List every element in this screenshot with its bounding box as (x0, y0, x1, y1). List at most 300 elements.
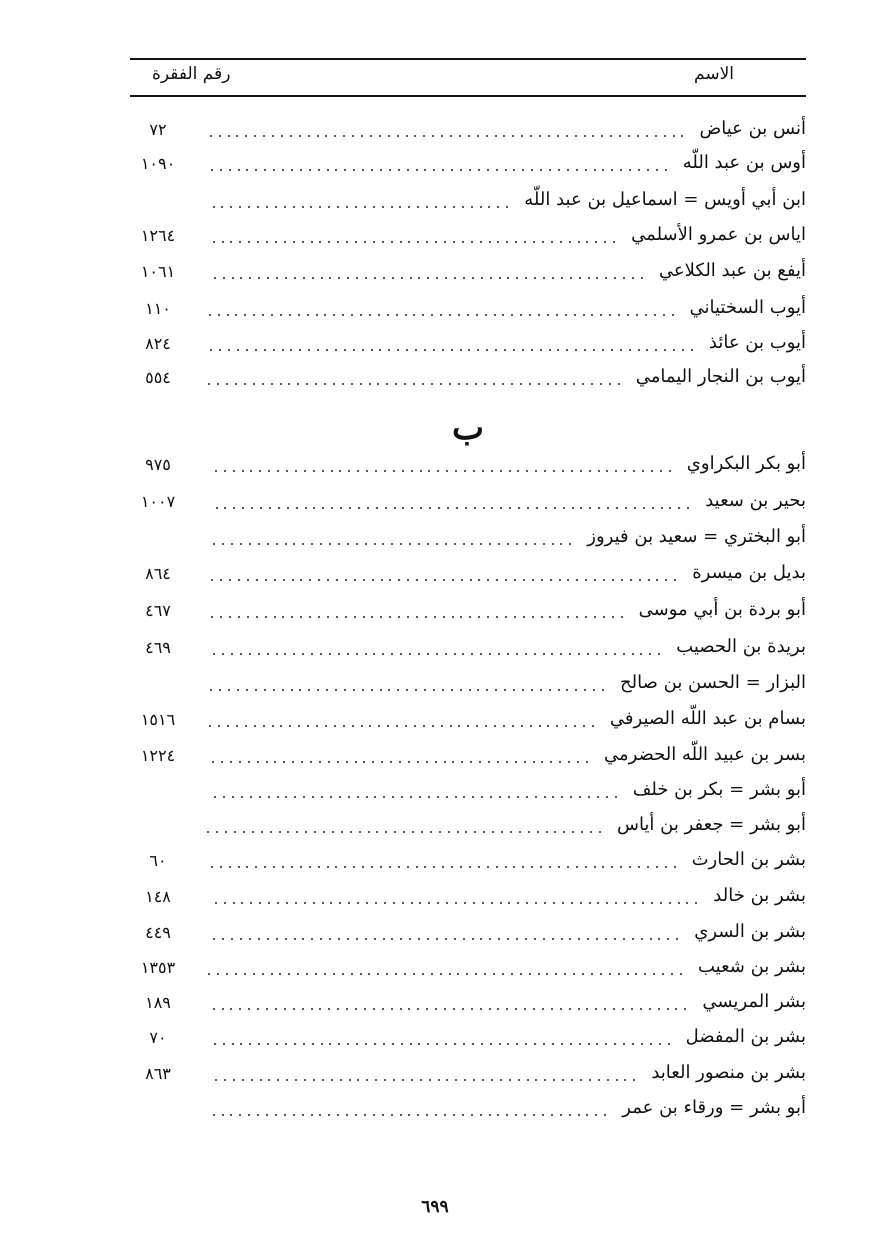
leader-dot (570, 796, 572, 798)
leader-dot (549, 616, 551, 618)
leader-dot (379, 135, 381, 137)
leader-dot (517, 470, 519, 472)
leader-dot (233, 470, 235, 472)
leader-dot (613, 241, 615, 243)
leader-dot (578, 1008, 580, 1010)
leader-dot (342, 383, 344, 385)
leader-dot (502, 314, 504, 316)
leader-dot (229, 579, 231, 581)
leader-dot (256, 616, 258, 618)
leader-dot (282, 866, 284, 868)
leader-dot (515, 761, 517, 763)
leader-dot (253, 383, 255, 385)
leader-dot (311, 1008, 313, 1010)
leader-dot (541, 761, 543, 763)
leader-dot (596, 1043, 598, 1045)
leader-dot (214, 1043, 216, 1045)
leader-dot (400, 938, 402, 940)
leader-dot (463, 277, 465, 279)
leader-dot (356, 653, 358, 655)
leader-dot (554, 507, 556, 509)
leader-dot (510, 831, 512, 833)
leader-dot (340, 507, 342, 509)
leader-dot (318, 579, 320, 581)
leader-dot (455, 1079, 457, 1081)
leader-dot (356, 938, 358, 940)
leader-dot (505, 579, 507, 581)
leader-dot (237, 689, 239, 691)
leader-dot (229, 866, 231, 868)
leader-dot (496, 866, 498, 868)
leader-dot (607, 507, 609, 509)
leader-dot (335, 349, 337, 351)
leader-dot (576, 579, 578, 581)
leader-dot (455, 902, 457, 904)
leader-dot (294, 796, 296, 798)
leader-dot (514, 616, 516, 618)
leader-dot (534, 543, 536, 545)
leader-dot (682, 349, 684, 351)
leader-dot (463, 543, 465, 545)
leader-dot (321, 277, 323, 279)
leader-dot (311, 543, 313, 545)
leader-dot (426, 1114, 428, 1116)
leader-dot (490, 1043, 492, 1045)
leader-dot (304, 1079, 306, 1081)
leader-dot (322, 1079, 324, 1081)
leader-dot (568, 761, 570, 763)
leader-dot (585, 579, 587, 581)
leader-dot (277, 796, 279, 798)
leader-dot (629, 169, 631, 171)
leader-dot (550, 579, 552, 581)
leader-dot (327, 866, 329, 868)
dot-leader (200, 148, 667, 182)
leader-dot (258, 653, 260, 655)
leader-dot (597, 796, 599, 798)
leader-dot (475, 973, 477, 975)
leader-dot (596, 938, 598, 940)
leader-dot (640, 1008, 642, 1010)
leader-dot (210, 349, 212, 351)
leader-dot (343, 725, 345, 727)
leader-dot (515, 1114, 517, 1116)
leader-dot (521, 725, 523, 727)
leader-dot (475, 383, 477, 385)
dot-leader (200, 328, 693, 362)
leader-dot (380, 866, 382, 868)
leader-dot (673, 349, 675, 351)
leader-dot (346, 206, 348, 208)
leader-dot (600, 973, 602, 975)
leader-dot (407, 169, 409, 171)
leader-dot (273, 349, 275, 351)
leader-dot (487, 579, 489, 581)
leader-dot (395, 973, 397, 975)
leader-dot (500, 470, 502, 472)
leader-dot (285, 543, 287, 545)
leader-dot (386, 383, 388, 385)
leader-dot (462, 1008, 464, 1010)
dot-leader (200, 668, 604, 702)
leader-dot (600, 314, 602, 316)
leader-dot (534, 1043, 536, 1045)
leader-dot (326, 349, 328, 351)
leader-dot (451, 349, 453, 351)
leader-dot (418, 277, 420, 279)
leader-dot (318, 866, 320, 868)
leader-dot (632, 938, 634, 940)
leader-dot (409, 938, 411, 940)
leader-dot (585, 866, 587, 868)
leader-dot (376, 831, 378, 833)
leader-dot (257, 761, 259, 763)
leader-dot (309, 616, 311, 618)
leader-dot (533, 241, 535, 243)
leader-dot (484, 383, 486, 385)
leader-dot (239, 1114, 241, 1116)
leader-dot (638, 349, 640, 351)
leader-dot (294, 1043, 296, 1045)
leader-dot (208, 383, 210, 385)
leader-dot (473, 902, 475, 904)
leader-dot (363, 761, 365, 763)
leader-dot (427, 1043, 429, 1045)
leader-dot (387, 314, 389, 316)
leader-dot (310, 206, 312, 208)
leader-dot (524, 1114, 526, 1116)
leader-dot (544, 1079, 546, 1081)
leader-dot (389, 169, 391, 171)
leader-dot (352, 135, 354, 137)
leader-dot (259, 902, 261, 904)
leader-dot (383, 938, 385, 940)
leader-dot (623, 1043, 625, 1045)
leader-dot (337, 1114, 339, 1116)
leader-dot (328, 206, 330, 208)
leader-dot (476, 725, 478, 727)
leader-dot (259, 796, 261, 798)
leader-dot (661, 507, 663, 509)
leader-dot (602, 689, 604, 691)
leader-dot (571, 470, 573, 472)
leader-dot (584, 135, 586, 137)
leader-dot (273, 866, 275, 868)
leader-dot (522, 866, 524, 868)
leader-dot (598, 1079, 600, 1081)
leader-dot (305, 507, 307, 509)
leader-dot (650, 1043, 652, 1045)
leader-dot (460, 689, 462, 691)
leader-dot (255, 689, 257, 691)
leader-dot (497, 1114, 499, 1116)
leader-dot (367, 507, 369, 509)
dot-leader (200, 1093, 606, 1127)
leader-dot (238, 169, 240, 171)
entry-name: بشر بن منصور العابد (651, 1062, 806, 1083)
leader-dot (518, 507, 520, 509)
leader-dot (664, 135, 666, 137)
leader-dot (302, 1114, 304, 1116)
leader-dot (649, 1008, 651, 1010)
leader-dot (563, 507, 565, 509)
leader-dot (489, 241, 491, 243)
leader-dot (549, 169, 551, 171)
leader-dot (423, 135, 425, 137)
leader-dot (307, 725, 309, 727)
leader-dot (467, 314, 469, 316)
leader-dot (325, 725, 327, 727)
index-entry-row (130, 632, 806, 666)
leader-dot (512, 725, 514, 727)
leader-dot (383, 1043, 385, 1045)
leader-dot (513, 349, 515, 351)
leader-dot (531, 866, 533, 868)
leader-dot (502, 383, 504, 385)
leader-dot (349, 507, 351, 509)
leader-dot (437, 470, 439, 472)
leader-dot (508, 796, 510, 798)
leader-dot (485, 725, 487, 727)
leader-dot (271, 973, 273, 975)
leader-dot (523, 579, 525, 581)
leader-dot (399, 206, 401, 208)
leader-dot (388, 135, 390, 137)
leader-dot (483, 507, 485, 509)
leader-dot (468, 349, 470, 351)
leader-dot (247, 579, 249, 581)
leader-dot (286, 902, 288, 904)
leader-dot (262, 314, 264, 316)
leader-dot (458, 383, 460, 385)
leader-dot (354, 579, 356, 581)
leader-dot (392, 1043, 394, 1045)
leader-dot (266, 241, 268, 243)
leader-dot (381, 579, 383, 581)
leader-dot (446, 902, 448, 904)
leader-dot (286, 470, 288, 472)
leader-dot (420, 507, 422, 509)
leader-dot (543, 277, 545, 279)
leader-dot (261, 831, 263, 833)
leader-dot (565, 725, 567, 727)
leader-dot (527, 507, 529, 509)
leader-dot (426, 761, 428, 763)
leader-dot (279, 831, 281, 833)
index-entry-row (130, 362, 806, 396)
leader-dot (433, 689, 435, 691)
leader-dot (424, 169, 426, 171)
leader-dot (404, 383, 406, 385)
index-entry-row (130, 449, 806, 483)
leader-dot (555, 383, 557, 385)
leader-dot (333, 973, 335, 975)
leader-dot (462, 1114, 464, 1116)
leader-dot (495, 349, 497, 351)
leader-dot (642, 470, 644, 472)
leader-dot (264, 689, 266, 691)
entry-paragraph-number: ٦٠ (149, 851, 167, 870)
leader-dot (308, 135, 310, 137)
leader-dot (559, 579, 561, 581)
leader-dot (513, 169, 515, 171)
leader-dot (457, 831, 459, 833)
leader-dot (431, 314, 433, 316)
leader-dot (369, 725, 371, 727)
index-entry-row (130, 293, 806, 327)
dot-leader (200, 740, 588, 774)
leader-dot (552, 277, 554, 279)
leader-dot (522, 169, 524, 171)
leader-dot (628, 135, 630, 137)
leader-dot (540, 689, 542, 691)
leader-dot (598, 470, 600, 472)
leader-dot (402, 507, 404, 509)
leader-dot (543, 1043, 545, 1045)
leader-dot (216, 507, 218, 509)
leader-dot (477, 689, 479, 691)
leader-dot (583, 725, 585, 727)
leader-dot (447, 507, 449, 509)
leader-dot (431, 973, 433, 975)
leader-dot (615, 470, 617, 472)
entry-paragraph-number: ١٨٩ (145, 993, 171, 1012)
entry-name: أبو بشر = ورقاء بن عمر (622, 1097, 806, 1118)
dot-leader (200, 952, 682, 986)
leader-dot (525, 1043, 527, 1045)
leader-dot (478, 616, 480, 618)
leader-dot (613, 1008, 615, 1010)
leader-dot (239, 761, 241, 763)
leader-dot (251, 507, 253, 509)
leader-dot (244, 314, 246, 316)
index-entry-row (130, 486, 806, 520)
dot-leader (200, 595, 623, 629)
leader-dot (652, 507, 654, 509)
leader-dot (535, 470, 537, 472)
leader-dot (500, 902, 502, 904)
leader-dot (222, 241, 224, 243)
leader-dot (304, 902, 306, 904)
leader-dot (277, 1079, 279, 1081)
leader-dot (231, 543, 233, 545)
leader-dot (418, 1043, 420, 1045)
leader-dot (211, 616, 213, 618)
leader-dot (316, 725, 318, 727)
leader-dot (557, 135, 559, 137)
leader-dot (371, 169, 373, 171)
leader-dot (357, 1079, 359, 1081)
index-entry-row (130, 220, 806, 254)
leader-dot (440, 383, 442, 385)
leader-dot (302, 938, 304, 940)
leader-dot (384, 1079, 386, 1081)
leader-dot (384, 470, 386, 472)
leader-dot (374, 1043, 376, 1045)
leader-dot (589, 470, 591, 472)
leader-dot (353, 866, 355, 868)
leader-dot (413, 383, 415, 385)
leader-dot (496, 169, 498, 171)
leader-dot (623, 277, 625, 279)
leader-dot (477, 135, 479, 137)
leader-dot (299, 135, 301, 137)
leader-dot (329, 543, 331, 545)
leader-dot (632, 1043, 634, 1045)
leader-dot (353, 169, 355, 171)
leader-dot (490, 277, 492, 279)
leader-dot (294, 938, 296, 940)
leader-dot (468, 135, 470, 137)
leader-dot (511, 973, 513, 975)
leader-dot (641, 277, 643, 279)
dot-leader (200, 293, 674, 327)
leader-dot (530, 725, 532, 727)
leader-dot (239, 206, 241, 208)
leader-dot (538, 973, 540, 975)
leader-dot (306, 973, 308, 975)
leader-dot (393, 470, 395, 472)
leader-dot (360, 383, 362, 385)
leader-dot (272, 135, 274, 137)
leader-dot (515, 241, 517, 243)
leader-dot (240, 653, 242, 655)
leader-dot (258, 277, 260, 279)
leader-dot (274, 579, 276, 581)
leader-dot (489, 543, 491, 545)
leader-dot (486, 349, 488, 351)
leader-dot (283, 761, 285, 763)
leader-dot (268, 902, 270, 904)
leader-dot (534, 277, 536, 279)
leader-dot (364, 1008, 366, 1010)
leader-dot (454, 653, 456, 655)
leader-dot (363, 579, 365, 581)
leader-dot (534, 938, 536, 940)
leader-dot (511, 314, 513, 316)
entry-name: أبو البختري = سعيد بن فيروز (587, 526, 806, 547)
leader-dot (672, 314, 674, 316)
entry-paragraph-number: ٨٦٣ (145, 1064, 171, 1083)
leader-dot (249, 543, 251, 545)
leader-dot (346, 241, 348, 243)
dot-leader (200, 1058, 635, 1092)
leader-dot (356, 543, 358, 545)
leader-dot (385, 831, 387, 833)
leader-dot (558, 616, 560, 618)
leader-dot (324, 973, 326, 975)
leader-dot (412, 831, 414, 833)
leader-dot (496, 616, 498, 618)
leader-dot (615, 902, 617, 904)
leader-dot (424, 689, 426, 691)
leader-dot (236, 135, 238, 137)
leader-dot (668, 1043, 670, 1045)
leader-dot (466, 973, 468, 975)
leader-dot (319, 206, 321, 208)
leader-dot (523, 616, 525, 618)
leader-dot (589, 507, 591, 509)
leader-dot (357, 902, 359, 904)
leader-dot (287, 831, 289, 833)
leader-dot (462, 653, 464, 655)
leader-dot (545, 507, 547, 509)
leader-dot (605, 938, 607, 940)
leader-dot (224, 902, 226, 904)
leader-dot (382, 1114, 384, 1116)
leader-dot (217, 973, 219, 975)
entry-paragraph-number: ١٠٩٠ (140, 154, 176, 173)
